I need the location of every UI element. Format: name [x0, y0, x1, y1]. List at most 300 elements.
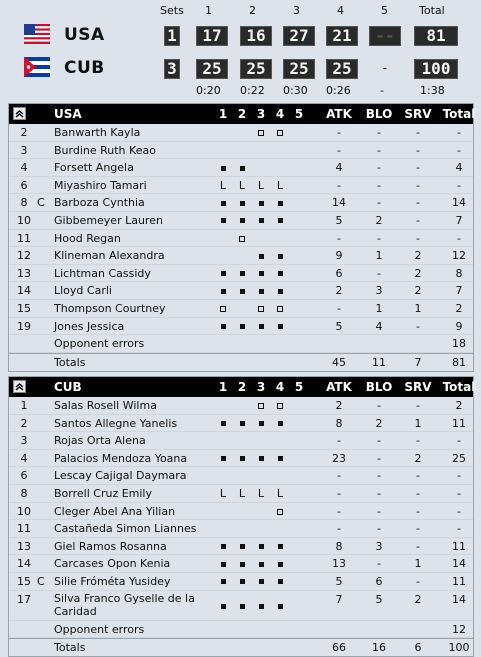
stat-srv: - [416, 178, 420, 192]
stat-atk: 5 [335, 319, 343, 333]
stat-total: - [457, 231, 461, 245]
player-row [9, 591, 473, 621]
set-participation [233, 540, 251, 553]
player-name: Jones Jessica [54, 319, 125, 333]
substitute-marker [220, 306, 226, 312]
set-time: 0:30 [283, 84, 308, 97]
set-participation [271, 302, 289, 315]
player-number: 12 [17, 249, 31, 263]
set-participation [252, 600, 270, 613]
player-number: 15 [17, 574, 31, 588]
player-number: 14 [17, 557, 31, 571]
set-participation [271, 284, 289, 297]
starter-marker [278, 544, 283, 549]
captain-badge: C [37, 574, 45, 588]
total-points: 100 [448, 641, 470, 655]
set-participation [271, 452, 289, 465]
starter-marker [259, 324, 264, 329]
stat-blo: 6 [375, 574, 383, 588]
stat-blo: - [377, 231, 381, 245]
scoreboard [0, 0, 481, 100]
stat-srv: 2 [414, 249, 422, 263]
stat-atk: 5 [335, 574, 343, 588]
total-srv: 6 [414, 641, 422, 655]
stat-srv: - [416, 213, 420, 227]
set-participation [214, 575, 232, 588]
set-participation: L [257, 178, 265, 192]
player-name: Lloyd Carli [54, 284, 112, 298]
set-score: 25 [283, 59, 315, 79]
stat-total: 11 [452, 574, 466, 588]
player-number: 3 [20, 143, 28, 157]
substitute-marker [277, 403, 283, 409]
player-name: Gibbemeyer Lauren [54, 213, 163, 227]
set-time: 0:26 [326, 84, 351, 97]
player-name: Santos Allegne Yanelis [54, 416, 178, 430]
player-name: Cleger Abel Ana Yilian [54, 504, 176, 518]
stat-blo: - [377, 161, 381, 175]
player-number: 6 [20, 178, 28, 192]
stat-total: - [457, 504, 461, 518]
set-participation [271, 267, 289, 280]
table-header [9, 377, 476, 397]
player-name: Castañeda Simon Liannes [54, 522, 197, 536]
stat-blo: - [377, 126, 381, 139]
starter-marker [259, 201, 264, 206]
stat-atk: 8 [335, 416, 343, 430]
player-row [9, 265, 473, 283]
captain-badge: C [37, 196, 45, 210]
chevron-up-icon [15, 109, 24, 118]
column-header-set: 5 [294, 380, 304, 394]
set-participation [252, 284, 270, 297]
stat-atk: - [337, 469, 341, 483]
substitute-marker [258, 306, 264, 312]
stat-atk: - [337, 301, 341, 315]
stat-blo: - [377, 486, 381, 500]
set-participation [214, 452, 232, 465]
player-row [9, 318, 473, 336]
set-participation: L [276, 486, 284, 500]
set-score: 16 [240, 26, 272, 46]
stat-atk: 2 [335, 284, 343, 298]
stat-atk: - [337, 522, 341, 536]
stats-table-cub [8, 376, 474, 657]
set-participation [214, 600, 232, 613]
player-row [9, 538, 473, 556]
column-header-blo: BLO [365, 380, 393, 394]
stat-blo: 5 [375, 592, 383, 606]
stat-srv: - [416, 469, 420, 483]
player-number: 15 [17, 301, 31, 315]
column-header-atk: ATK [326, 107, 352, 121]
player-name: Palacios Mendoza Yoana [54, 451, 188, 465]
starter-marker [240, 421, 245, 426]
player-name: Burdine Ruth Keao [54, 143, 156, 157]
player-name: Borrell Cruz Emily [54, 486, 152, 500]
column-header-srv: SRV [404, 107, 432, 121]
player-row [9, 485, 473, 503]
set-participation [233, 232, 251, 245]
set-participation [214, 284, 232, 297]
player-number: 10 [17, 504, 31, 518]
stat-srv: - [416, 522, 420, 536]
starter-marker [240, 579, 245, 584]
player-number: 4 [20, 161, 28, 175]
player-row [9, 194, 473, 212]
stat-total: 12 [452, 249, 466, 263]
set-participation [214, 196, 232, 209]
column-header-set: 3 [256, 107, 266, 121]
player-name: Silva Franco Gyselle de la Caridad [54, 591, 195, 618]
starter-marker [278, 421, 283, 426]
substitute-marker [258, 403, 264, 409]
stat-total: - [457, 434, 461, 448]
starter-marker [221, 579, 226, 584]
stat-srv: - [416, 126, 420, 139]
player-row [9, 555, 473, 573]
player-name: Hood Regan [54, 231, 121, 245]
set-participation [252, 249, 270, 262]
set-participation [271, 249, 289, 262]
column-header-set: 4 [275, 380, 285, 394]
set-score: -- [369, 26, 401, 46]
team-name: CUB [54, 380, 82, 394]
stat-srv: - [416, 196, 420, 210]
stat-srv: 1 [414, 416, 422, 430]
player-row [9, 230, 473, 248]
set-participation [271, 575, 289, 588]
set-participation [271, 196, 289, 209]
starter-marker [240, 289, 245, 294]
starter-marker [259, 271, 264, 276]
starter-marker [240, 201, 245, 206]
stat-total: 14 [452, 592, 466, 606]
total-blo: 11 [372, 355, 386, 369]
collapse-button[interactable] [13, 380, 26, 393]
set-participation [214, 267, 232, 280]
player-name: Rojas Orta Alena [54, 434, 146, 448]
starter-marker [221, 544, 226, 549]
player-number: 6 [20, 469, 28, 483]
player-name: Opponent errors [54, 622, 145, 636]
player-name: Opponent errors [54, 337, 145, 351]
stat-atk: 4 [335, 161, 343, 175]
substitute-marker [277, 306, 283, 312]
player-row [9, 415, 473, 433]
starter-marker [259, 218, 264, 223]
set-participation [252, 557, 270, 570]
stat-total: - [457, 178, 461, 192]
player-name: Lichtman Cassidy [54, 266, 151, 280]
stat-srv: - [416, 504, 420, 518]
stat-srv: - [416, 399, 420, 412]
collapse-button[interactable] [13, 107, 26, 120]
starter-marker [221, 421, 226, 426]
starter-marker [278, 271, 283, 276]
stat-atk: - [337, 486, 341, 500]
set-participation [252, 126, 270, 139]
set-participation [233, 196, 251, 209]
player-name: Carcases Opon Kenia [54, 557, 171, 571]
player-name: Miyashiro Tamari [54, 178, 147, 192]
stat-total: 11 [452, 416, 466, 430]
player-name: Banwarth Kayla [54, 126, 141, 139]
stat-total: 11 [452, 539, 466, 553]
column-header-atk: ATK [326, 380, 352, 394]
column-header-srv: SRV [404, 380, 432, 394]
stat-total: - [457, 469, 461, 483]
column-header-set: 3 [256, 380, 266, 394]
opponent-errors-row [9, 621, 473, 639]
player-name: Silie Fróméta Yusidey [54, 574, 171, 588]
set-participation [252, 452, 270, 465]
stat-total: 14 [452, 196, 466, 210]
player-row [9, 397, 473, 415]
player-row [9, 503, 473, 521]
set-participation [252, 575, 270, 588]
stat-total: 2 [455, 399, 463, 412]
header-set-4: 4 [337, 4, 344, 17]
set-participation [214, 540, 232, 553]
starter-marker [221, 201, 226, 206]
player-row [9, 247, 473, 265]
stat-total: 2 [455, 301, 463, 315]
player-row [9, 467, 473, 485]
player-row [9, 300, 473, 318]
set-score: 21 [326, 26, 358, 46]
player-number: 8 [20, 486, 28, 500]
set-time: - [380, 84, 384, 97]
stat-srv: - [416, 434, 420, 448]
starter-marker [240, 544, 245, 549]
totals-label: Totals [54, 355, 86, 369]
team-code-usa: USA [64, 25, 105, 45]
starter-marker [278, 579, 283, 584]
column-header-total: Total [442, 107, 476, 121]
cuba-flag-icon [24, 57, 50, 77]
set-score: 25 [196, 59, 228, 79]
stat-blo: 2 [375, 213, 383, 227]
stat-total: - [457, 522, 461, 536]
header-set-1: 1 [205, 4, 212, 17]
column-header-set: 2 [237, 380, 247, 394]
player-name: Forsett Angela [54, 161, 134, 175]
scoreboard-row-usa [0, 22, 481, 50]
set-participation [233, 575, 251, 588]
set-participation [252, 267, 270, 280]
sets-won-cub: 3 [164, 59, 180, 79]
stat-atk: 8 [335, 539, 343, 553]
player-number: 2 [20, 126, 28, 139]
stat-blo: 1 [375, 301, 383, 315]
stat-blo: - [377, 266, 381, 280]
substitute-marker [277, 130, 283, 136]
set-participation: L [238, 486, 246, 500]
set-participation [214, 320, 232, 333]
set-time: 0:22 [240, 84, 265, 97]
stat-srv: - [416, 231, 420, 245]
sets-won-usa: 1 [164, 26, 180, 46]
player-number: 13 [17, 539, 31, 553]
total-atk: 66 [332, 641, 346, 655]
stat-srv: - [416, 574, 420, 588]
starter-marker [278, 289, 283, 294]
column-header-set: 4 [275, 107, 285, 121]
set-participation [214, 214, 232, 227]
set-participation [252, 399, 270, 412]
stat-atk: 6 [335, 266, 343, 280]
stat-srv: 2 [414, 592, 422, 606]
set-participation [271, 417, 289, 430]
player-name: Salas Rosell Wilma [54, 399, 157, 412]
stat-atk: 9 [335, 249, 343, 263]
stat-srv: 2 [414, 284, 422, 298]
stat-total: 7 [455, 213, 463, 227]
stat-total: - [457, 126, 461, 139]
set-participation [214, 557, 232, 570]
stat-srv: 2 [414, 451, 422, 465]
stat-total: 18 [452, 337, 466, 351]
stat-blo: - [377, 143, 381, 157]
stat-srv: 2 [414, 266, 422, 280]
stat-srv: 1 [414, 557, 422, 571]
player-number: 14 [17, 284, 31, 298]
set-time: 0:20 [196, 84, 221, 97]
stat-total: 7 [455, 284, 463, 298]
set-participation [214, 417, 232, 430]
starter-marker [240, 604, 245, 609]
set-participation [271, 399, 289, 412]
stat-blo: - [377, 504, 381, 518]
starter-marker [259, 579, 264, 584]
set-participation [271, 126, 289, 139]
player-row [9, 450, 473, 468]
totals-label: Totals [54, 641, 86, 655]
stat-total: 4 [455, 161, 463, 175]
starter-marker [278, 324, 283, 329]
stat-blo: - [377, 469, 381, 483]
player-number: 2 [20, 416, 28, 430]
stat-atk: 2 [335, 399, 343, 412]
set-participation [214, 161, 232, 174]
usa-flag-icon [24, 24, 50, 44]
stat-blo: - [377, 399, 381, 412]
stat-srv: - [416, 319, 420, 333]
stat-blo: 2 [375, 416, 383, 430]
set-score: - [381, 61, 389, 75]
stat-total: 25 [452, 451, 466, 465]
player-number: 8 [20, 196, 28, 210]
set-score: 25 [326, 59, 358, 79]
set-participation [252, 196, 270, 209]
stat-total: - [457, 486, 461, 500]
player-number: 11 [17, 231, 31, 245]
starter-marker [278, 604, 283, 609]
starter-marker [278, 201, 283, 206]
stat-srv: 1 [414, 301, 422, 315]
stat-blo: - [377, 178, 381, 192]
player-name: Barboza Cynthia [54, 196, 145, 210]
stat-atk: 13 [332, 557, 346, 571]
starter-marker [278, 254, 283, 259]
set-participation [271, 505, 289, 518]
table-header [9, 104, 476, 124]
starter-marker [240, 562, 245, 567]
set-participation [252, 214, 270, 227]
set-participation [233, 267, 251, 280]
header-set-3: 3 [293, 4, 300, 17]
starter-marker [259, 544, 264, 549]
column-header-total: Total [442, 380, 476, 394]
column-header-set: 2 [237, 107, 247, 121]
set-participation [233, 600, 251, 613]
stats-table-usa [8, 103, 474, 372]
total-blo: 16 [372, 641, 386, 655]
starter-marker [259, 604, 264, 609]
set-participation: L [219, 178, 227, 192]
header-total: Total [419, 4, 445, 17]
total-score-cub: 100 [414, 59, 458, 79]
starter-marker [221, 218, 226, 223]
set-participation: L [219, 486, 227, 500]
stat-blo: - [377, 434, 381, 448]
starter-marker [221, 604, 226, 609]
player-number: 3 [20, 434, 28, 448]
player-row [9, 520, 473, 538]
set-participation [252, 302, 270, 315]
header-sets: Sets [160, 4, 184, 17]
opponent-errors-row [9, 335, 473, 353]
header-set-2: 2 [249, 4, 256, 17]
stat-total: 12 [452, 622, 466, 636]
set-score: 25 [240, 59, 272, 79]
starter-marker [278, 456, 283, 461]
starter-marker [221, 271, 226, 276]
stat-blo: 3 [375, 539, 383, 553]
stat-blo: - [377, 557, 381, 571]
starter-marker [240, 271, 245, 276]
set-participation [233, 284, 251, 297]
player-name: Thompson Courtney [54, 301, 166, 315]
stat-total: 9 [455, 319, 463, 333]
player-name: Lescay Cajigal Daymara [54, 469, 187, 483]
chevron-up-icon [15, 382, 24, 391]
column-header-set: 1 [218, 107, 228, 121]
starter-marker [221, 456, 226, 461]
stat-srv: - [416, 161, 420, 175]
player-number: 11 [17, 522, 31, 536]
total-time: 1:38 [420, 84, 445, 97]
starter-marker [259, 254, 264, 259]
total-srv: 7 [414, 355, 422, 369]
player-number: 19 [17, 319, 31, 333]
stat-atk: - [337, 504, 341, 518]
team-code-cub: CUB [64, 58, 105, 78]
stat-blo: - [377, 522, 381, 536]
stat-atk: 7 [335, 592, 343, 606]
player-row [9, 212, 473, 230]
player-row [9, 282, 473, 300]
player-number: 1 [20, 399, 28, 412]
stat-srv: - [416, 143, 420, 157]
stat-blo: 4 [375, 319, 383, 333]
stat-total: - [457, 143, 461, 157]
set-participation [252, 320, 270, 333]
player-number: 4 [20, 451, 28, 465]
total-points: 81 [452, 355, 466, 369]
set-participation [233, 452, 251, 465]
